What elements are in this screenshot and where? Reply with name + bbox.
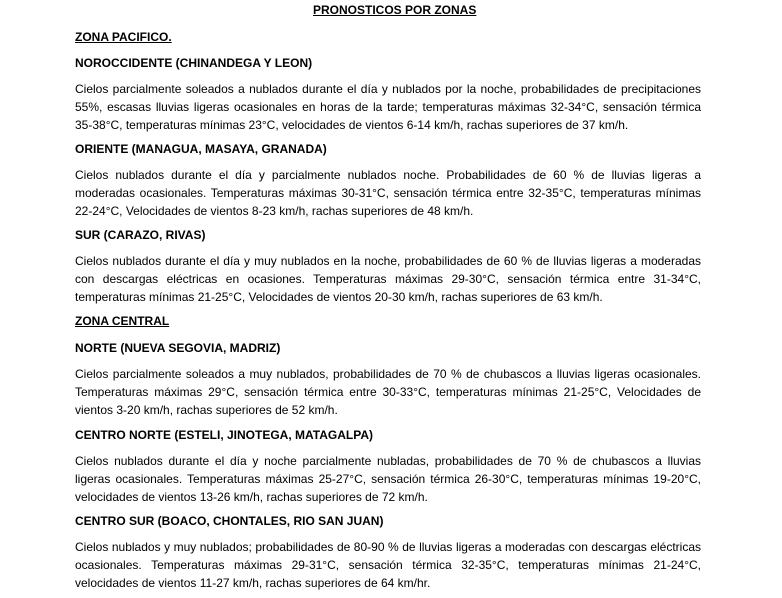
forecast-text-oriente: Cielos nublados durante el día y parcialmente nublados noche. Probabilidades de 60 % de lluvias ligeras a moderadas ocasionales. Temperaturas máximas 30-31°C, sensación térmica entre 32-35°C, temperaturas mínimas 22-24°C, Velocidades de vientos 8-23 km/h, rachas superiores de 48 km/h. [75,168,701,218]
forecast-text-norte: Cielos parcialmente soleados a muy nublados, probabilidades de 70 % de chubascos a lluvias ligeras ocasionales. Temperaturas máximas 29°C, sensación térmica entre 30-33°C, temperaturas mínimas 21-25°C, Velocidades de vientos 3-20 km/h, rachas superiores de 52 km/h. [75,367,701,417]
forecast-text-centro-sur: Cielos nublados y muy nublados; probabilidades de 80-90 % de lluvias ligeras a moderadas con descargas eléctricas ocasionales. Temperaturas máximas 29-31°C, sensación térmica 32-35°C, temperaturas mínimas 21-24°C, velocidades de vientos 11-27 km/h, rachas superiores de 64 km/hr. [75,540,701,590]
region-title-centro-norte: CENTRO NORTE (ESTELI, JINOTEGA, MATAGALPA) [75,428,373,442]
region-title-centro-sur: CENTRO SUR (BOACO, CHONTALES, RIO SAN JUAN) [75,514,384,528]
region-title-oriente: ORIENTE (MANAGUA, MASAYA, GRANADA) [75,142,327,156]
region-title-norte: NORTE (NUEVA SEGOVIA, MADRIZ) [75,341,281,355]
zone-title-pacifico: ZONA PACIFICO. [75,30,172,44]
forecast-text-centro-norte: Cielos nublados durante el día y noche parcialmente nubladas, probabilidades de 70 % de chubascos a lluvias ligeras ocasionales. Temperaturas máximas 25-27°C, sensación térmica 26-30°C, temperaturas mínimas 19-20°C, velocidades de vientos 13-26 km/h, rachas superiores de 72 km/h. [75,454,701,504]
zone-title-central: ZONA CENTRAL [75,314,170,328]
forecast-text-sur: Cielos nublados durante el día y muy nublados en la noche, probabilidades de 60 % de lluvias ligeras a moderadas con descargas eléctricas en ocasiones. Temperaturas máximas 29-30°C, sensación térmica entre 31-34°C, temperaturas mínimas 21-25°C, Velocidades de vientos 20-30 km/h, rachas superiores de 63 km/h. [75,254,701,304]
forecast-text-noroccidente: Cielos parcialmente soleados a nublados durante el día y nublados por la noche, probabilidades de precipitaciones 55%, escasas lluvias ligeras ocasionales en horas de la tarde; temperaturas máximas 32-34°C, sensación térmica 35-38°C, temperaturas mínimas 23°C, velocidades de vientos 6-14 km/h, rachas superiores de 37 km/h. [75,82,701,132]
region-title-noroccidente: NOROCCIDENTE (CHINANDEGA Y LEON) [75,56,313,70]
document-title: PRONOSTICOS POR ZONAS [313,3,477,17]
region-title-sur: SUR (CARAZO, RIVAS) [75,228,206,242]
